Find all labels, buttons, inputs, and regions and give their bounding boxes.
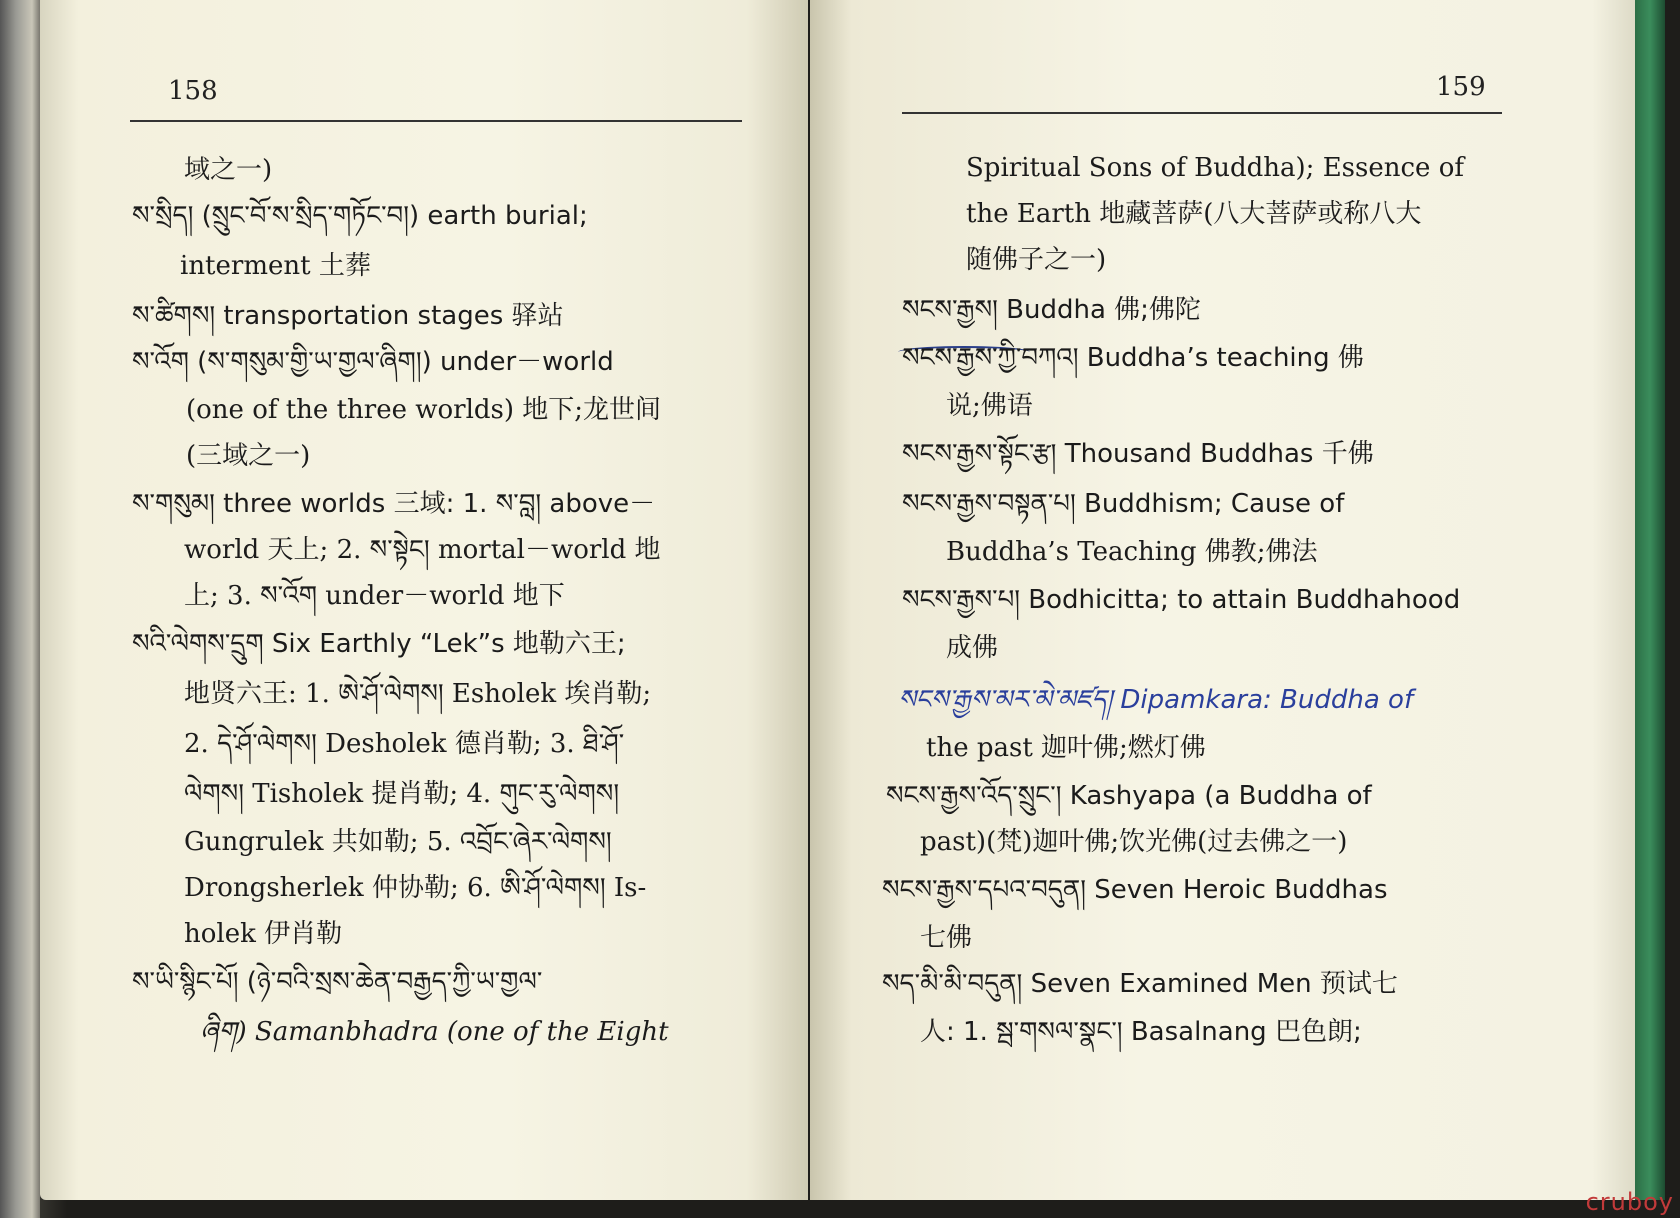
entry-line: ས་གསུམ། three worlds 三域: 1. ས་བླ། above－ (132, 489, 656, 519)
entry-line: སངས་རྒྱས་དཔའ་བདུན། Seven Heroic Buddhas (882, 875, 1388, 905)
entry-line: 说;佛语 (946, 391, 1033, 421)
entry-line: སད་མི་མི་བདུན། Seven Examined Men 预试七 (882, 969, 1398, 999)
entry-line: holek 伊肖勒 (184, 919, 343, 949)
header-rule-left (130, 120, 742, 122)
entry-line: ལེགས། Tisholek 提肖勒; 4. གུང་རུ་ལེགས། (184, 779, 620, 809)
entry-line: 地贤六王: 1. ཨེ་ཤོ་ལེགས། Esholek 埃肖勒; (184, 679, 652, 709)
right-page (810, 0, 1642, 1200)
book-edge-left (0, 0, 40, 1218)
entry-line: ས་ཚིགས། transportation stages 驿站 (132, 301, 564, 331)
entry-line: སངས་རྒྱས་ཀྱི་བཀའ། Buddha’s teaching 佛 (902, 343, 1364, 373)
entry-line: 七佛 (920, 923, 973, 953)
page-number-right: 159 (1436, 72, 1486, 102)
entry-line: 随佛子之一) (966, 245, 1107, 275)
entry-line: 成佛 (946, 633, 999, 663)
entry-line: ས་སྲིད། (སྲུང་བོ་ས་སྲིད་གཏོང་བ།) earth burial; (132, 201, 588, 231)
entry-line: 域之一) (184, 155, 273, 185)
entry-line: ཞིག) Samanbhadra (one of the Eight (200, 1017, 669, 1047)
entry-line: 2. དེ་ཤོ་ལེགས། Desholek 德肖勒; 3. ཐི་ཤོ་ (184, 729, 625, 759)
entry-line: ས་ཡི་སྙིང་པོ། (ཉེ་བའི་སྲས་ཆེན་བརྒྱད་ཀྱི་ཡ་གྱལ་ (132, 967, 543, 997)
entry-line: Buddha’s Teaching 佛教;佛法 (946, 537, 1318, 567)
entry-line: the past 迦叶佛;燃灯佛 (926, 733, 1206, 763)
entry-line: Spiritual Sons of Buddha); Essence of (966, 153, 1464, 183)
entry-line: interment 土葬 (180, 251, 371, 281)
entry-line: སངས་རྒྱས་འོད་སྲུང་། Kashyapa (a Buddha of (886, 781, 1372, 811)
entry-line: སངས་རྒྱས་སྟོང་རྩ། Thousand Buddhas 千佛 (902, 439, 1374, 469)
entry-line: སངས་རྒྱས་བསྟན་པ། Buddhism; Cause of (902, 489, 1345, 519)
entry-line: Drongsherlek 仲协勒; 6. ཨི་ཤོ་ལེགས། Is- (184, 873, 647, 903)
entry-line: world 天上; 2. ས་སྟེང། mortal－world 地 (184, 535, 661, 565)
watermark: cruboy (1585, 1188, 1674, 1216)
book-cover-edge (1635, 0, 1665, 1200)
entry-line: སངས་རྒྱས། Buddha 佛;佛陀 (902, 295, 1201, 325)
left-page (40, 0, 808, 1200)
entry-line: (三域之一) (186, 441, 311, 471)
entry-line: སའི་ལེགས་དྲུག Six Earthly “Lek”s 地勒六王; (132, 629, 626, 659)
entry-line: (one of the three worlds) 地下;龙世间 (186, 395, 662, 425)
page-number-left: 158 (168, 76, 218, 106)
entry-line: སངས་རྒྱས་པ། Bodhicitta; to attain Buddhahood (902, 585, 1461, 615)
entry-line: Gungrulek 共如勒; 5. འབྲོང་ཞེར་ལེགས། (184, 827, 612, 857)
entry-line: the Earth 地藏菩萨(八大菩萨或称八大 (966, 199, 1422, 229)
header-rule-right (902, 112, 1502, 114)
entry-line: ས་འོག (ས་གསུམ་གྱི་ཡ་གྱལ་ཞིག།) under－world (132, 347, 614, 377)
entry-line: past)(梵)迦叶佛;饮光佛(过去佛之一) (920, 827, 1348, 857)
entry-line: སངས་རྒྱས་མར་མེ་མཛད། Dipamkara: Buddha of (898, 685, 1414, 715)
entry-line: 人: 1. སྦ་གསལ་སྣང་། Basalnang 巴色朗; (920, 1017, 1362, 1047)
entry-line: 上; 3. ས་འོག under－world 地下 (184, 581, 565, 611)
